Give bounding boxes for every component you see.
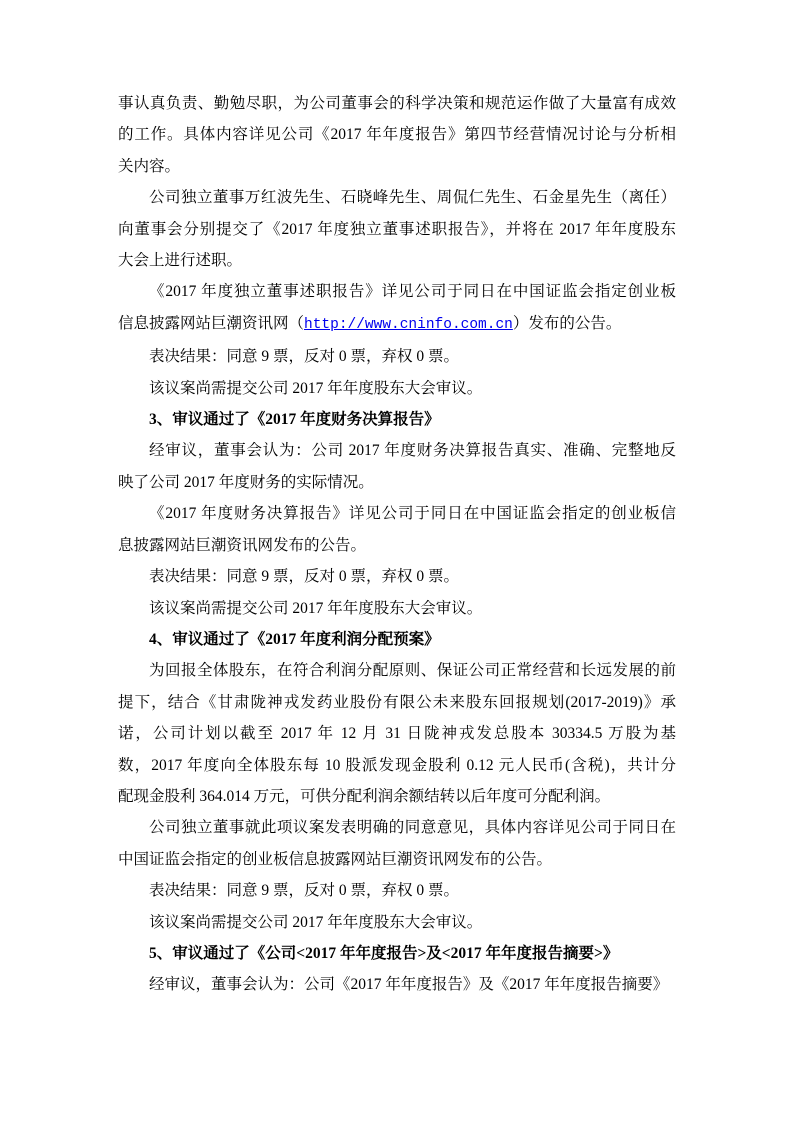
- text-segment: 中国证监会指定的创业板信息披露网站巨潮资讯网发布的公告。: [118, 850, 553, 868]
- cninfo-url-link[interactable]: http://www.cninfo.com.cn: [304, 316, 513, 333]
- text-segment: 表决结果：同意 9 票，反对 0 票，弃权 0 票。: [149, 882, 460, 900]
- text-line: [118, 718, 676, 749]
- text-segment: 息披露网站巨潮资讯网发布的公告。: [118, 536, 367, 554]
- text-segment: 向董事会分别提交了《2017 年度独立董事述职报告》，并将在 2017 年年度股东: [118, 220, 676, 238]
- paragraph: [118, 435, 676, 498]
- heading-line: [118, 404, 676, 435]
- text-segment: 诺，公司计划以截至 2017 年 12 月 31 日陇神戎发总股本 30334.5 万股为基: [118, 725, 676, 743]
- text-segment: 4、审议通过了《2017 年度利润分配预案》: [149, 630, 440, 648]
- paragraph: [118, 341, 676, 372]
- heading-line: [118, 624, 676, 655]
- text-segment: 配现金股利 364.014 万元，可供分配利润余额结转以后年度可分配利润。: [118, 787, 611, 805]
- text-line: [118, 561, 676, 592]
- text-segment: 该议案尚需提交公司 2017 年年度股东大会审议。: [149, 599, 483, 617]
- text-line: [118, 151, 676, 182]
- text-line: [118, 341, 676, 372]
- paragraph: [118, 88, 676, 182]
- paragraph: [118, 907, 676, 938]
- text-segment: 映了公司 2017 年度财务的实际情况。: [118, 473, 374, 491]
- paragraph: [118, 969, 676, 1000]
- paragraph: [118, 875, 676, 906]
- text-line: [118, 781, 676, 812]
- text-segment: ）发布的公告。: [512, 314, 622, 332]
- text-line: [118, 182, 676, 213]
- text-segment: 《2017 年度财务决算报告》详见公司于同日在中国证监会指定的创业板信: [149, 505, 676, 523]
- text-segment: 表决结果：同意 9 票，反对 0 票，弃权 0 票。: [149, 348, 460, 366]
- paragraph: [118, 276, 676, 341]
- text-line: [118, 119, 676, 150]
- text-segment: 数，2017 年度向全体股东每 10 股派发现金股利 0.12 元人民币(含税)，共计分: [118, 756, 676, 774]
- text-segment: 关内容。: [118, 157, 181, 175]
- text-line: [118, 308, 676, 341]
- text-line: [118, 812, 676, 843]
- text-segment: 表决结果：同意 9 票，反对 0 票，弃权 0 票。: [149, 568, 460, 586]
- text-segment: 经审议，董事会认为：公司 2017 年度财务决算报告真实、准确、完整地反: [149, 442, 676, 460]
- text-segment: 《2017 年度独立董事述职报告》详见公司于同日在中国证监会指定创业板: [149, 283, 676, 301]
- text-line: [118, 844, 676, 875]
- text-line: [118, 467, 676, 498]
- text-line: [118, 687, 676, 718]
- text-segment: 经审议，董事会认为：公司《2017 年年度报告》及《2017 年年度报告摘要》: [149, 976, 669, 994]
- text-segment: 5、审议通过了《公司<2017 年年度报告>及<2017 年年度报告摘要>》: [149, 944, 619, 962]
- text-line: [118, 435, 676, 466]
- text-line: [118, 88, 676, 119]
- text-line: [118, 750, 676, 781]
- section-heading: [118, 624, 676, 655]
- section-heading: [118, 404, 676, 435]
- document-body: [118, 88, 676, 1001]
- text-line: [118, 498, 676, 529]
- text-segment: 该议案尚需提交公司 2017 年年度股东大会审议。: [149, 913, 483, 931]
- paragraph: [118, 655, 676, 812]
- text-line: [118, 373, 676, 404]
- text-line: [118, 907, 676, 938]
- paragraph: [118, 812, 676, 875]
- text-segment: 的工作。具体内容详见公司《2017 年年度报告》第四节经营情况讨论与分析相: [118, 126, 676, 144]
- text-segment: 提下，结合《甘肃陇神戎发药业股份有限公未来股东回报规划(2017-2019)》承: [118, 693, 676, 711]
- text-segment: 大会上进行述职。: [118, 252, 243, 270]
- text-line: [118, 276, 676, 307]
- text-line: [118, 969, 676, 1000]
- paragraph: [118, 593, 676, 624]
- text-segment: 事认真负责、勤勉尽职，为公司董事会的科学决策和规范运作做了大量富有成效: [118, 95, 676, 112]
- text-line: [118, 530, 676, 561]
- text-line: [118, 214, 676, 245]
- paragraph: [118, 182, 676, 276]
- paragraph: [118, 373, 676, 404]
- text-segment: 公司独立董事就此项议案发表明确的同意意见，具体内容详见公司于同日在: [149, 819, 676, 837]
- text-segment: 为回报全体股东，在符合利润分配原则、保证公司正常经营和长远发展的前: [149, 662, 676, 680]
- paragraph: [118, 561, 676, 592]
- text-line: [118, 655, 676, 686]
- text-line: [118, 875, 676, 906]
- text-line: [118, 593, 676, 624]
- text-line: [118, 245, 676, 276]
- text-segment: 该议案尚需提交公司 2017 年年度股东大会审议。: [149, 379, 483, 397]
- text-segment: 公司独立董事万红波先生、石晓峰先生、周侃仁先生、石金星先生（离任）: [149, 189, 676, 207]
- heading-line: [118, 938, 676, 969]
- section-heading: [118, 938, 676, 969]
- paragraph: [118, 498, 676, 561]
- text-segment: 信息披露网站巨潮资讯网（: [118, 314, 305, 332]
- text-segment: 3、审议通过了《2017 年度财务决算报告》: [149, 411, 440, 429]
